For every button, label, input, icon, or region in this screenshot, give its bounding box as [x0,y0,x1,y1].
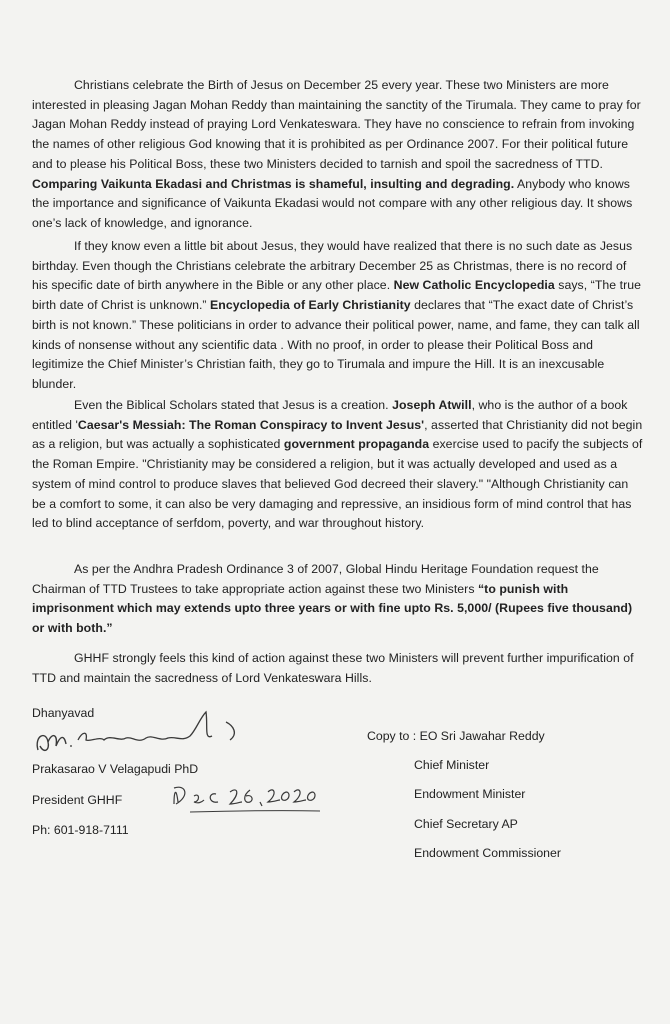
bold-text-segment: Comparing Vaikunta Ekadasi and Christmas is shameful, insulting and degrading. [32,176,515,191]
paragraph-3 [32,396,644,534]
paragraph-4 [32,560,644,639]
bold-text-segment: Joseph Atwill [392,398,472,412]
text-segment: As per the Andhra Pradesh Ordinance 3 of 2007, Global Hindu Heritage Foundation request the Chairman of TTD Trustees to take appropriate action against these two Ministers [32,562,599,596]
text-segment: , asserted that Christianity did not begin as a religion, but was actually a sophisticated [32,417,643,452]
text-segment: Anybody who knows the importance and significance of Vaikunta Ekadasi would not compare with any other religious day. It shows one’s lack of knowledge, and ignorance. [32,176,633,230]
text-segment: exercise used to pacify the subjects of the Roman Empire. "Christianity may be considered a religion, but it was actually developed and used as a system of mind control to produce slaves that believed God decreed their slavery." "Although Christianity can be a comfort to some, it can also be very damaging and repressive, an insidious form of mind control that has led to blind acceptance of serfdom, poverty, and war throughout history. [32,437,643,531]
copy-recipient: Chief Minister [414,758,490,772]
text-segment: If they know even a little bit about Jesus, they would have realized that there is no such date as Jesus birthday. Even though the Christians celebrate the arbitrary December 25 as Christmas, there is no record of his specific date of birth anywhere in the Bible or any other place. [32,239,633,293]
paragraph-1 [32,76,644,234]
bold-text-segment: government propaganda [283,437,430,452]
closing-salutation: Dhanyavad [32,706,95,720]
copy-recipient: Chief Secretary AP [414,817,518,831]
text-segment: , who is the author of a book entitled ' [32,398,628,432]
paragraph-5 [32,649,644,688]
signatory-title: President GHHF [32,793,123,807]
copy-recipient: Endowment Commissioner [414,846,561,860]
text-segment: Christians celebrate the Birth of Jesus on December 25 every year. These two Ministers are more interested in pleasing Jagan Mohan Reddy than maintaining the sanctity of the Tirumala. They came to pray for Jagan Mohan Reddy instead of praying Lord Venkateswara. They have no conscience to refrain from invoking the names of other religious God knowing that it is prohibited as per Ordinance 2007. For their political future and to please his Political Boss, these two Ministers decided to tarnish and spoil the sacredness of TTD. [32,78,641,171]
paragraph-2 [32,237,644,395]
text-segment: declares that “The exact date of Christ’s birth is not known.” These politicians in order to advance their political power, name, and fame, they can talk all kinds of nonsense without any scientific data . With no proof, in order to please their Political Boss and legitimize the Chief Minister’s Christian faith, they go to Tirumala and impure the Hill. It is an inexcusable blunder. [32,298,640,391]
text-segment: says, “The true birth date of Christ is unknown.” [32,278,642,313]
handwritten-date [168,778,328,818]
text-segment: Even the Biblical Scholars stated that Jesus is a creation. [74,398,393,412]
copy-recipient: Endowment Minister [414,787,526,801]
bold-text-segment: “to punish with imprisonment which may extends upto three years or with fine upto Rs. 5,000/ (Rupees five thousand) or with both.” [32,581,633,636]
copy-to-label: Copy to : EO Sri Jawahar Reddy [367,729,545,743]
bold-text-segment: New Catholic Encyclopedia [393,278,555,293]
signatory-phone: Ph: 601-918-7111 [32,823,129,837]
bold-text-segment: Encyclopedia of Early Christianity [210,298,411,313]
handwritten-signature [30,706,260,766]
signatory-name: Prakasarao V Velagapudi PhD [32,762,199,776]
bold-text-segment: Caesar's Messiah: The Roman Conspiracy to Invent Jesus' [77,417,425,432]
text-segment: GHHF strongly feels this kind of action against these two Ministers will prevent further impurification of TTD and maintain the sacredness of Lord Venkateswara Hills. [32,651,634,685]
